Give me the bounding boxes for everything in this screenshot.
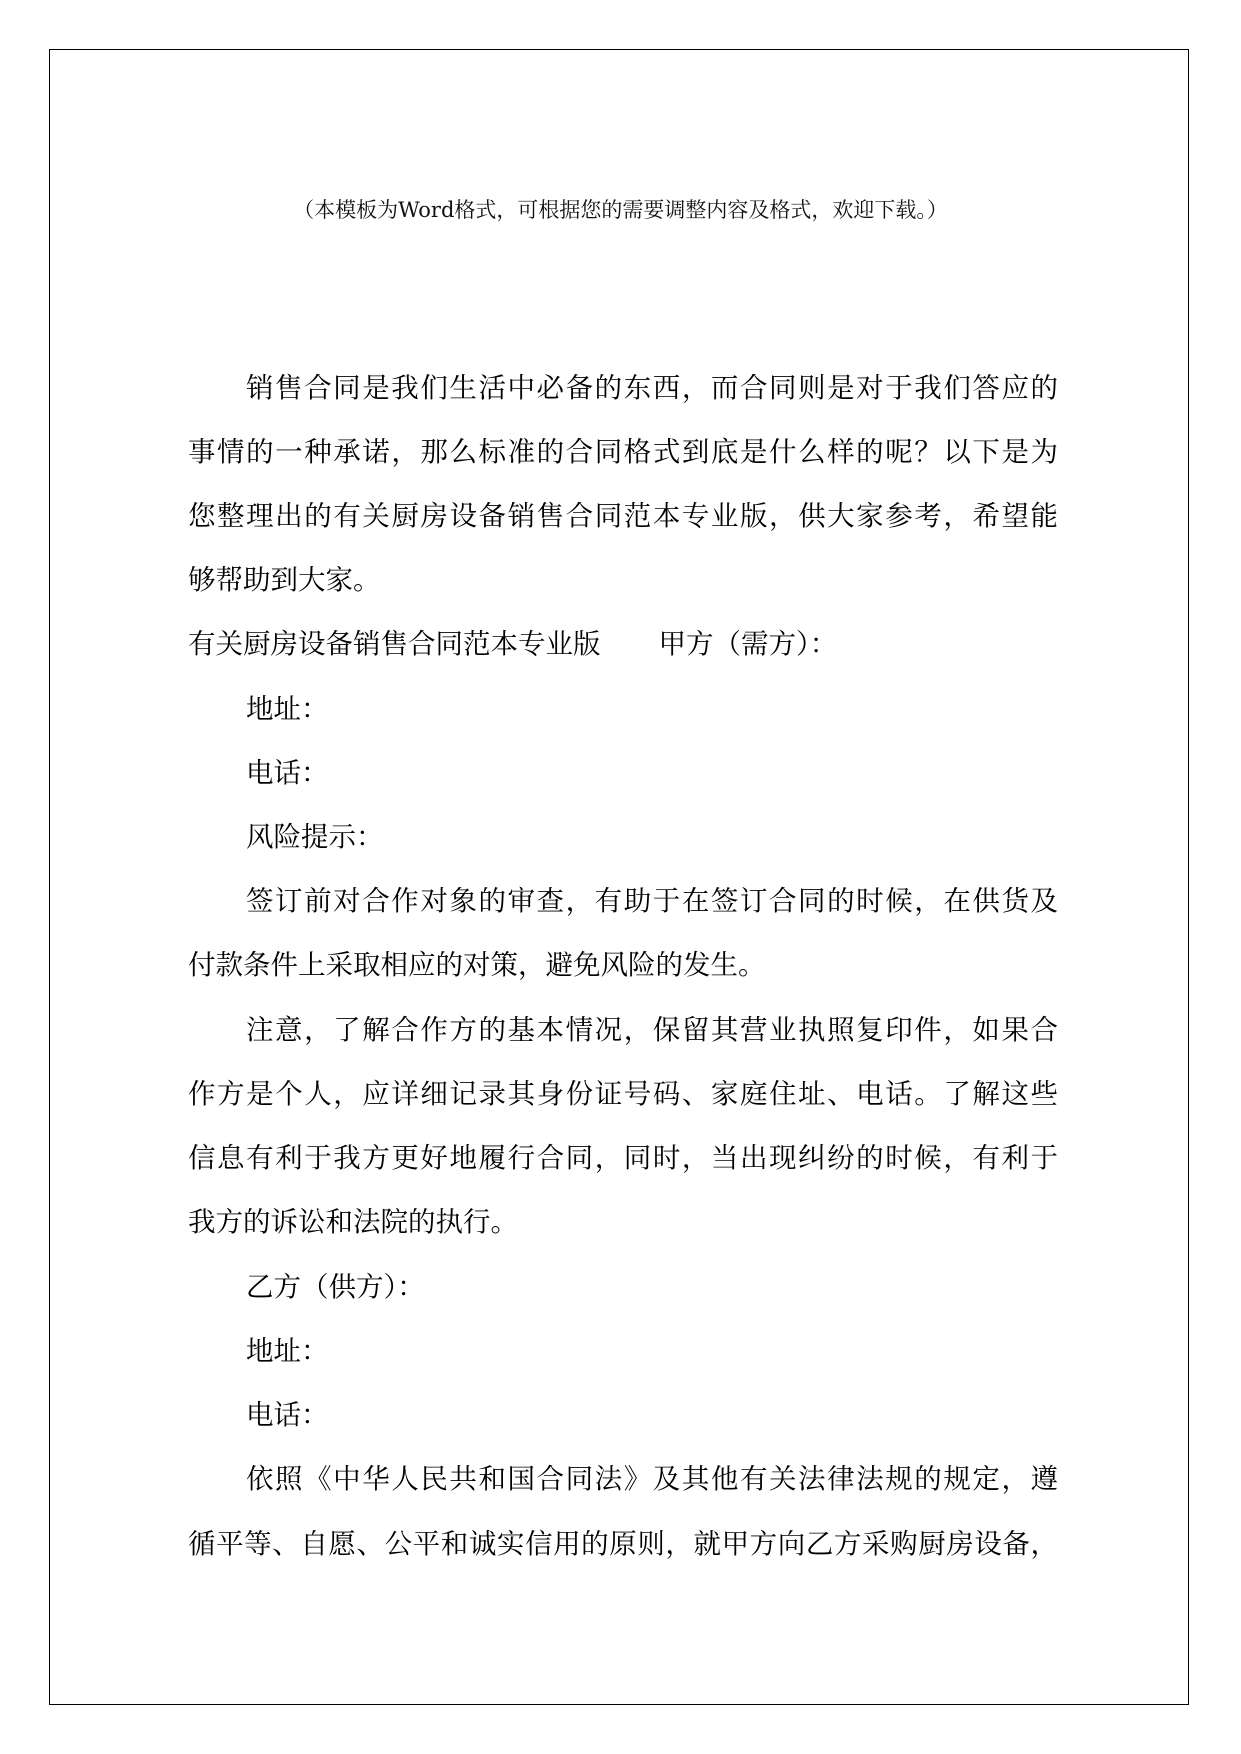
intro-line-3: 您整理出的有关厨房设备销售合同范本专业版，供大家参考，希望能 [188,500,1058,532]
basis-line-1: 依照《中华人民共和国合同法》及其他有关法律法规的规定，遵 [246,1463,1058,1495]
page-border [49,49,1189,1705]
title-line [188,627,1058,661]
contract-title: 有关厨房设备销售合同范本专业版 [188,628,601,660]
party-a-address: 地址： [246,693,329,725]
notice-line-4: 我方的诉讼和法院的执行。 [188,1206,518,1238]
template-note: （本模板为Word格式，可根据您的需要调整内容及格式，欢迎下载。） [293,198,948,222]
notice-line-1: 注意，了解合作方的基本情况，保留其营业执照复印件，如果合 [246,1014,1058,1046]
party-a-label: 甲方（需方）： [658,628,838,660]
party-a-phone: 电话： [246,757,329,789]
party-b-address: 地址： [246,1335,329,1367]
risk-line-2: 付款条件上采取相应的对策，避免风险的发生。 [188,949,766,981]
intro-line-1: 销售合同是我们生活中必备的东西，而合同则是对于我们答应的 [246,372,1058,404]
party-b-phone: 电话： [246,1399,329,1431]
intro-line-2: 事情的一种承诺，那么标准的合同格式到底是什么样的呢？以下是为 [188,436,1058,468]
party-b-label: 乙方（供方）： [246,1271,425,1303]
notice-line-3: 信息有利于我方更好地履行合同，同时，当出现纠纷的时候，有利于 [188,1142,1058,1174]
risk-line-1: 签订前对合作对象的审查，有助于在签订合同的时候，在供货及 [246,885,1058,917]
basis-line-2: 循平等、自愿、公平和诚实信用的原则，就甲方向乙方采购厨房设备， [188,1528,1058,1560]
intro-line-4: 够帮助到大家。 [188,564,381,596]
risk-heading: 风险提示： [246,821,384,853]
notice-line-2: 作方是个人，应详细记录其身份证号码、家庭住址、电话。了解这些 [188,1078,1058,1110]
